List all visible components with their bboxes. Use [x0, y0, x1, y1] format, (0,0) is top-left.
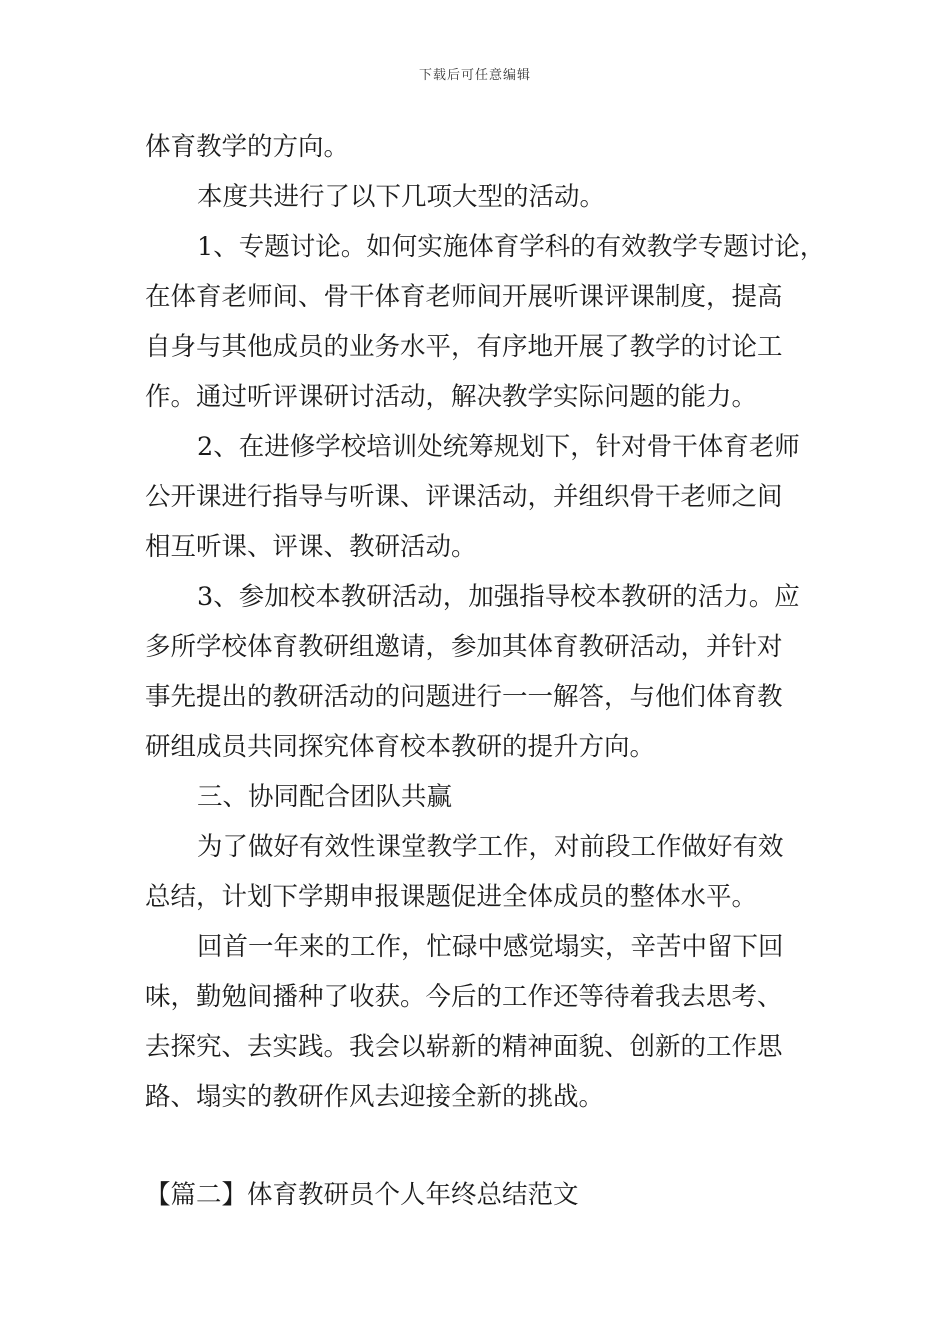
body-line: 体育教学的方向。 [145, 132, 350, 162]
body-line: 公开课进行指导与听课、评课活动，并组织骨干老师之间 [145, 482, 783, 512]
body-line: 事先提出的教研活动的问题进行一一解答，与他们体育教 [145, 682, 783, 712]
body-line: 作。通过听评课研讨活动，解决教学实际问题的能力。 [145, 382, 758, 412]
next-section-title: 【篇二】体育教研员个人年终总结范文 [145, 1180, 579, 1210]
body-line: 多所学校体育教研组邀请，参加其体育教研活动，并针对 [145, 632, 783, 662]
body-line: 研组成员共同探究体育校本教研的提升方向。 [145, 732, 656, 762]
body-line: 味，勤勉间播种了收获。今后的工作还等待着我去思考、 [145, 982, 783, 1012]
body-line: 本度共进行了以下几项大型的活动。 [197, 182, 606, 212]
body-line: 路、塌实的教研作风去迎接全新的挑战。 [145, 1082, 605, 1112]
body-line: 相互听课、评课、教研活动。 [145, 532, 477, 562]
body-line: 3、参加校本教研活动，加强指导校本教研的活力。应 [197, 582, 800, 612]
section-heading: 三、协同配合团队共赢 [197, 782, 453, 812]
body-line: 为了做好有效性课堂教学工作，对前段工作做好有效 [197, 832, 784, 862]
document-body [145, 122, 835, 1122]
body-line: 1、专题讨论。如何实施体育学科的有效教学专题讨论， [197, 232, 826, 262]
body-line: 总结，计划下学期申报课题促进全体成员的整体水平。 [145, 882, 758, 912]
body-line: 去探究、去实践。我会以崭新的精神面貌、创新的工作思 [145, 1032, 783, 1062]
body-line: 在体育老师间、骨干体育老师间开展听课评课制度，提高 [145, 282, 783, 312]
body-line: 2、在进修学校培训处统筹规划下，针对骨干体育老师 [197, 432, 800, 462]
body-line: 回首一年来的工作，忙碌中感觉塌实，辛苦中留下回 [197, 932, 784, 962]
body-line: 自身与其他成员的业务水平，有序地开展了教学的讨论工 [145, 332, 783, 362]
next-section [145, 1170, 835, 1220]
page-header-note: 下载后可任意编辑 [418, 68, 531, 83]
